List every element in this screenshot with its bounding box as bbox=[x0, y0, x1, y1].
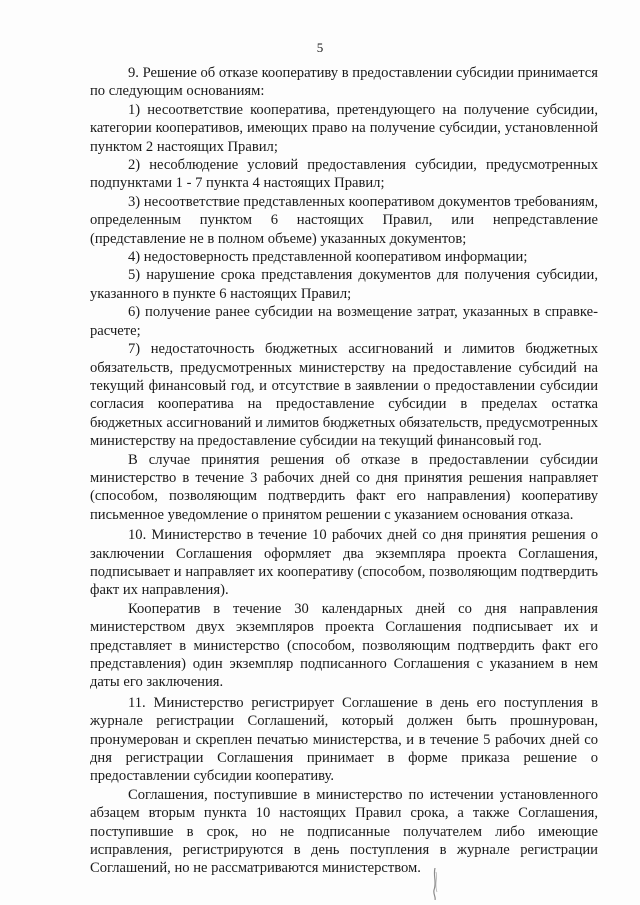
paragraph-9: 9. Решение об отказе кооперативу в предоставлении субсидии принимается по следующим основаниям: bbox=[90, 65, 598, 100]
paragraph-11: 11. Министерство регистрирует Соглашение в день его поступления в журнале регистрации Соглашений, который должен быть прошнурован, пронумерован и скреплен печатью министерства, и в течение 5 рабочих дней со дня регистрации Соглашения принимает в форме приказа решение о предоставлении субсидии кооперативу. bbox=[90, 694, 598, 785]
paragraph-10: 10. Министерство в течение 10 рабочих дней со дня принятия решения о заключении Соглашения оформляет два экземпляра проекта Соглашения, подписывает и направляет их кооперативу (способом, позволяющим подтвердить факт их направления). bbox=[90, 527, 598, 599]
paragraph-11-late-agreements: Соглашения, поступившие в министерство по истечении установленного абзацем вторым пункта 10 настоящих Правил срока, а также Соглашения, поступившие в срок, но не подписанные получателем либо имеющие исправления, регистрируются в день поступления в журнале регистрации Соглашений, но не рассматриваются министерством. bbox=[90, 786, 598, 877]
paragraph-9-item-7: 7) недостаточность бюджетных ассигнований и лимитов бюджетных обязательств, предусмотренных министерству на предоставление субсидий на текущий финансовый год, и отсутствие в заявлении о предоставлении субсидии согласия кооператива на предоставление субсидии в пределах остатка бюджетных ассигнований и лимитов бюджетных обязательств, предусмотренных министерству на предоставление субсидии на текущий финансовый год. bbox=[90, 341, 598, 450]
document-body bbox=[90, 64, 598, 878]
paragraph-10-cooperative-signing: Кооператив в течение 30 календарных дней со дня направления министерством двух экземпляров проекта Соглашения подписывает их и представляет в министерство (способом, позволяющим подтвердить факт его представления) один экземпляр подписанного Соглашения с указанием в нем даты его заключения. bbox=[90, 600, 598, 691]
paragraph-9-item-3: 3) несоответствие представленных кооперативом документов требованиям, определенным пунктом 6 настоящих Правил, или непредставление (представление не в полном объеме) указанных документов; bbox=[90, 193, 598, 247]
paragraph-9-item-5: 5) нарушение срока представления документов для получения субсидии, указанного в пункте 6 настоящих Правил; bbox=[90, 267, 598, 302]
paragraph-9-item-6: 6) получение ранее субсидии на возмещение затрат, указанных в справке-расчете; bbox=[90, 304, 598, 339]
paragraph-9-item-2: 2) несоблюдение условий предоставления субсидии, предусмотренных подпунктами 1 - 7 пункта 4 настоящих Правил; bbox=[90, 157, 598, 192]
paragraph-9-item-4: 4) недостоверность представленной кооперативом информации; bbox=[128, 249, 528, 266]
paragraph-9-refusal-notice: В случае принятия решения об отказе в предоставлении субсидии министерство в течение 3 рабочих дней со дня принятия решения направляет (способом, позволяющим подтвердить факт его направления) кооперативу письменное уведомление о принятом решении с указанием основания отказа. bbox=[90, 451, 598, 523]
paragraph-9-item-1: 1) несоответствие кооператива, претендующего на получение субсидии, категории кооперативов, имеющих право на получение субсидии, установленной пунктом 2 настоящих Правил; bbox=[90, 101, 598, 155]
binding-thread-mark bbox=[430, 868, 440, 900]
page-number: 5 bbox=[316, 40, 324, 55]
